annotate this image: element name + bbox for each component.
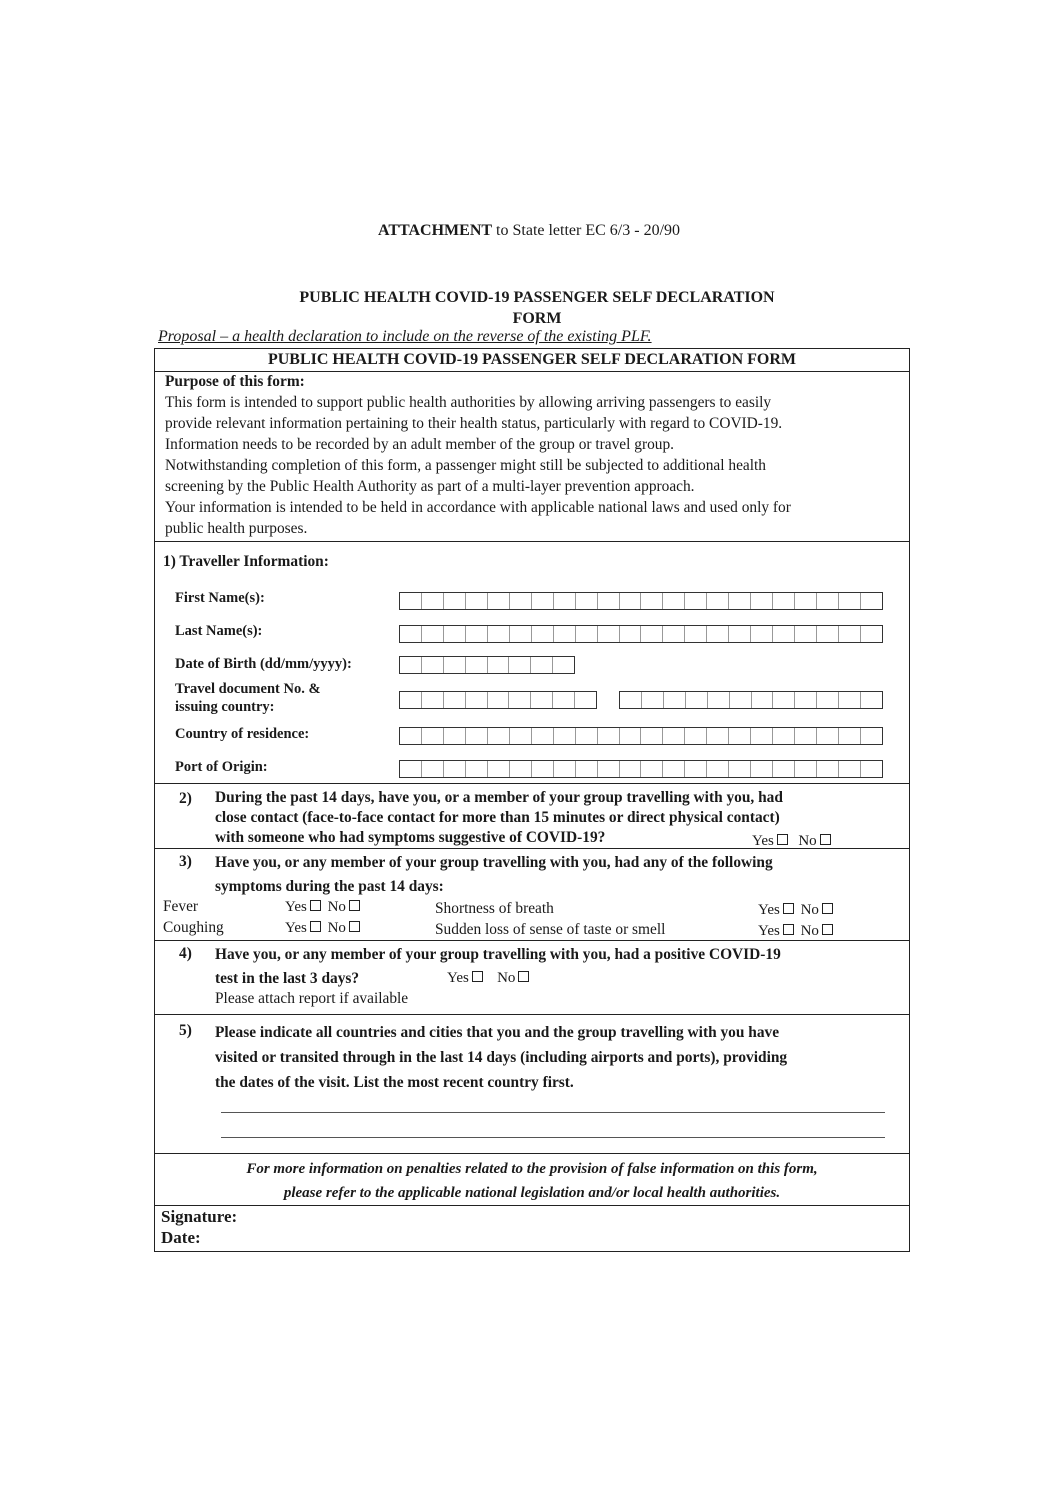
character-box (465, 728, 487, 744)
first-name-label: First Name(s): (175, 590, 265, 606)
character-box (750, 626, 772, 642)
character-box (487, 657, 509, 673)
character-box (728, 626, 750, 642)
character-box (552, 692, 574, 708)
character-box (662, 728, 684, 744)
character-box (400, 593, 421, 609)
character-box (553, 761, 575, 777)
question-2-yes-checkbox[interactable] (777, 834, 788, 845)
character-box (685, 692, 707, 708)
character-box (443, 626, 465, 642)
character-box (707, 692, 729, 708)
character-box (509, 626, 531, 642)
character-box (641, 692, 663, 708)
character-box (443, 761, 465, 777)
character-box (838, 728, 860, 744)
character-box (597, 761, 619, 777)
character-box (640, 761, 662, 777)
character-box (575, 761, 597, 777)
character-box (508, 692, 530, 708)
character-box (860, 692, 882, 708)
question-2-number: 2) (179, 790, 192, 807)
purpose-heading: Purpose of this form: (165, 373, 305, 390)
character-box (794, 626, 816, 642)
character-box (750, 593, 772, 609)
character-box (662, 761, 684, 777)
character-box (421, 728, 443, 744)
character-box (465, 657, 487, 673)
symptom-fever-label: Fever (163, 898, 199, 915)
traveller-info-heading: 1) Traveller Information: (163, 553, 329, 570)
character-box (794, 593, 816, 609)
character-box (706, 593, 728, 609)
character-box (421, 626, 443, 642)
question-4-answer: Yes No (447, 970, 532, 987)
attachment-line: ATTACHMENT to State letter EC 6/3 - 20/90 (377, 222, 681, 239)
taste-smell-yes-checkbox[interactable] (783, 924, 794, 935)
character-box (620, 692, 641, 708)
divider (155, 1205, 909, 1206)
character-box (662, 626, 684, 642)
character-box (816, 728, 838, 744)
character-box (443, 692, 465, 708)
character-box (508, 657, 530, 673)
port-of-origin-label: Port of Origin: (175, 759, 268, 775)
date-of-birth-label: Date of Birth (dd/mm/yyyy): (175, 656, 352, 672)
character-box (400, 657, 421, 673)
declaration-form (154, 348, 910, 1252)
question-4-number: 4) (179, 945, 192, 962)
character-box (509, 761, 531, 777)
character-box (487, 626, 509, 642)
character-box (663, 692, 685, 708)
character-box (465, 761, 487, 777)
character-box (684, 728, 706, 744)
character-box (772, 626, 794, 642)
character-box (772, 692, 794, 708)
taste-smell-no-checkbox[interactable] (822, 924, 833, 935)
coughing-yes-checkbox[interactable] (310, 921, 321, 932)
character-box (640, 728, 662, 744)
date-label: Date: (161, 1228, 201, 1247)
character-box (706, 728, 728, 744)
character-box (531, 626, 553, 642)
character-box (509, 728, 531, 744)
symptom-coughing-label: Coughing (163, 919, 224, 936)
countries-write-line[interactable] (221, 1112, 885, 1113)
character-box (575, 626, 597, 642)
character-box (574, 692, 596, 708)
character-box (531, 728, 553, 744)
symptom-coughing-answer: Yes No (285, 920, 363, 937)
character-box (597, 728, 619, 744)
document-title: PUBLIC HEALTH COVID-19 PASSENGER SELF DECLARATION FORM (299, 289, 775, 327)
character-box (553, 626, 575, 642)
fever-no-checkbox[interactable] (349, 900, 360, 911)
character-box (794, 728, 816, 744)
question-3-number: 3) (179, 853, 192, 870)
fever-yes-checkbox[interactable] (310, 900, 321, 911)
form-title: PUBLIC HEALTH COVID-19 PASSENGER SELF DECLARATION FORM (267, 351, 797, 368)
character-box (575, 593, 597, 609)
question-2-answer: Yes No (752, 833, 834, 850)
character-box (400, 626, 421, 642)
character-box (860, 761, 882, 777)
character-box (860, 728, 882, 744)
character-box (421, 761, 443, 777)
character-box (728, 728, 750, 744)
character-box (684, 626, 706, 642)
character-box (706, 761, 728, 777)
character-box (465, 626, 487, 642)
character-box (443, 657, 465, 673)
character-box (552, 657, 574, 673)
character-box (684, 761, 706, 777)
character-box (750, 728, 772, 744)
character-box (640, 593, 662, 609)
character-box (400, 761, 421, 777)
question-5-number: 5) (179, 1022, 192, 1039)
purpose-section: Purpose of this form: This form is intended to support public health authorities by allowing arriving passengers to easily provide relevant information pertaining to their health status, particularly with regard to COVID-19. Information needs to be recorded by an adult member of the group or travel group. Notwithstanding completion of this form, a passenger might still be subjected to additional health screening by the Public Health Authority as part of a multi-layer prevention approach. Your information is intended to be held in accordance with applicable national laws and used only for public health purposes. (165, 371, 905, 539)
character-box (487, 593, 509, 609)
character-box (772, 728, 794, 744)
character-box (530, 692, 552, 708)
character-box (860, 626, 882, 642)
character-box (487, 761, 509, 777)
question-4-text: Have you, or any member of your group travelling with you, had a positive COVID-19 test in the last 3 days? (215, 946, 781, 987)
date-of-birth-input[interactable] (399, 656, 575, 674)
character-box (509, 593, 531, 609)
shortness-of-breath-yes-checkbox[interactable] (783, 903, 794, 914)
character-box (421, 593, 443, 609)
character-box (662, 593, 684, 609)
symptom-fever-answer: Yes No (285, 899, 363, 916)
character-box (816, 761, 838, 777)
first-name-input[interactable] (399, 592, 883, 610)
character-box (728, 593, 750, 609)
character-box (640, 626, 662, 642)
character-box (794, 692, 816, 708)
character-box (838, 761, 860, 777)
character-box (530, 657, 552, 673)
divider (155, 783, 909, 784)
character-box (619, 626, 641, 642)
character-box (816, 626, 838, 642)
proposal-note: Proposal – a health declaration to include on the reverse of the existing PLF. (158, 328, 652, 345)
shortness-of-breath-no-checkbox[interactable] (822, 903, 833, 914)
character-box (772, 761, 794, 777)
question-2-text: During the past 14 days, have you, or a member of your group travelling with you, had close contact (face-to-face contact for more than 15 minutes or direct physical contact) with someone who had symptoms suggestive of COVID-19? (215, 789, 783, 846)
character-box (860, 593, 882, 609)
issuing-country-input[interactable] (619, 691, 883, 709)
port-of-origin-input[interactable] (399, 760, 883, 778)
character-box (400, 692, 421, 708)
character-box (619, 728, 641, 744)
last-name-label: Last Name(s): (175, 623, 263, 639)
character-box (421, 692, 443, 708)
divider (155, 1014, 909, 1015)
question-2-no-checkbox[interactable] (820, 834, 831, 845)
character-box (772, 593, 794, 609)
symptom-shortness-of-breath-answer: Yes No (758, 902, 836, 919)
penalty-note: For more information on penalties related to the provision of false information on this form, please refer to the applicable national legislation and/or local health authorities. (246, 1161, 818, 1201)
character-box (750, 761, 772, 777)
signature-label: Signature: (161, 1207, 238, 1226)
character-box (597, 593, 619, 609)
attach-report-note: Please attach report if available (215, 990, 409, 1007)
question-4-yes-checkbox[interactable] (472, 971, 483, 982)
question-4-no-checkbox[interactable] (518, 971, 529, 982)
country-of-residence-label: Country of residence: (175, 726, 310, 742)
character-box (838, 593, 860, 609)
question-5-text: Please indicate all countries and cities that you and the group travelling with you have visited or transited through in the last 14 days (including airports and ports), providing the dates of the visit. List the most recent country first. (215, 1024, 788, 1091)
character-box (531, 593, 553, 609)
character-box (619, 761, 641, 777)
character-box (728, 761, 750, 777)
character-box (443, 728, 465, 744)
last-name-input[interactable] (399, 625, 883, 643)
symptom-shortness-of-breath-label: Shortness of breath (435, 900, 554, 917)
character-box (487, 728, 509, 744)
character-box (729, 692, 751, 708)
symptom-taste-smell-label: Sudden loss of sense of taste or smell (435, 921, 666, 938)
character-box (794, 761, 816, 777)
character-box (816, 692, 838, 708)
character-box (816, 593, 838, 609)
character-box (531, 761, 553, 777)
character-box (706, 626, 728, 642)
character-box (553, 728, 575, 744)
symptom-taste-smell-answer: Yes No (758, 923, 836, 940)
divider (155, 940, 909, 941)
character-box (443, 593, 465, 609)
divider (155, 848, 909, 849)
character-box (684, 593, 706, 609)
divider (155, 1153, 909, 1154)
country-of-residence-input[interactable] (399, 727, 883, 745)
character-box (465, 593, 487, 609)
character-box (421, 657, 443, 673)
character-box (553, 593, 575, 609)
question-3-text: Have you, or any member of your group travelling with you, had any of the following symptoms during the past 14 days: (215, 854, 773, 895)
character-box (575, 728, 597, 744)
character-box (838, 692, 860, 708)
travel-document-number-input[interactable] (399, 691, 597, 709)
coughing-no-checkbox[interactable] (349, 921, 360, 932)
character-box (597, 626, 619, 642)
countries-write-line[interactable] (221, 1137, 885, 1138)
character-box (400, 728, 421, 744)
character-box (751, 692, 773, 708)
divider (155, 541, 909, 542)
character-box (619, 593, 641, 609)
character-box (465, 692, 487, 708)
character-box (487, 692, 509, 708)
character-box (838, 626, 860, 642)
travel-document-label: Travel document No. & issuing country: (175, 681, 321, 715)
